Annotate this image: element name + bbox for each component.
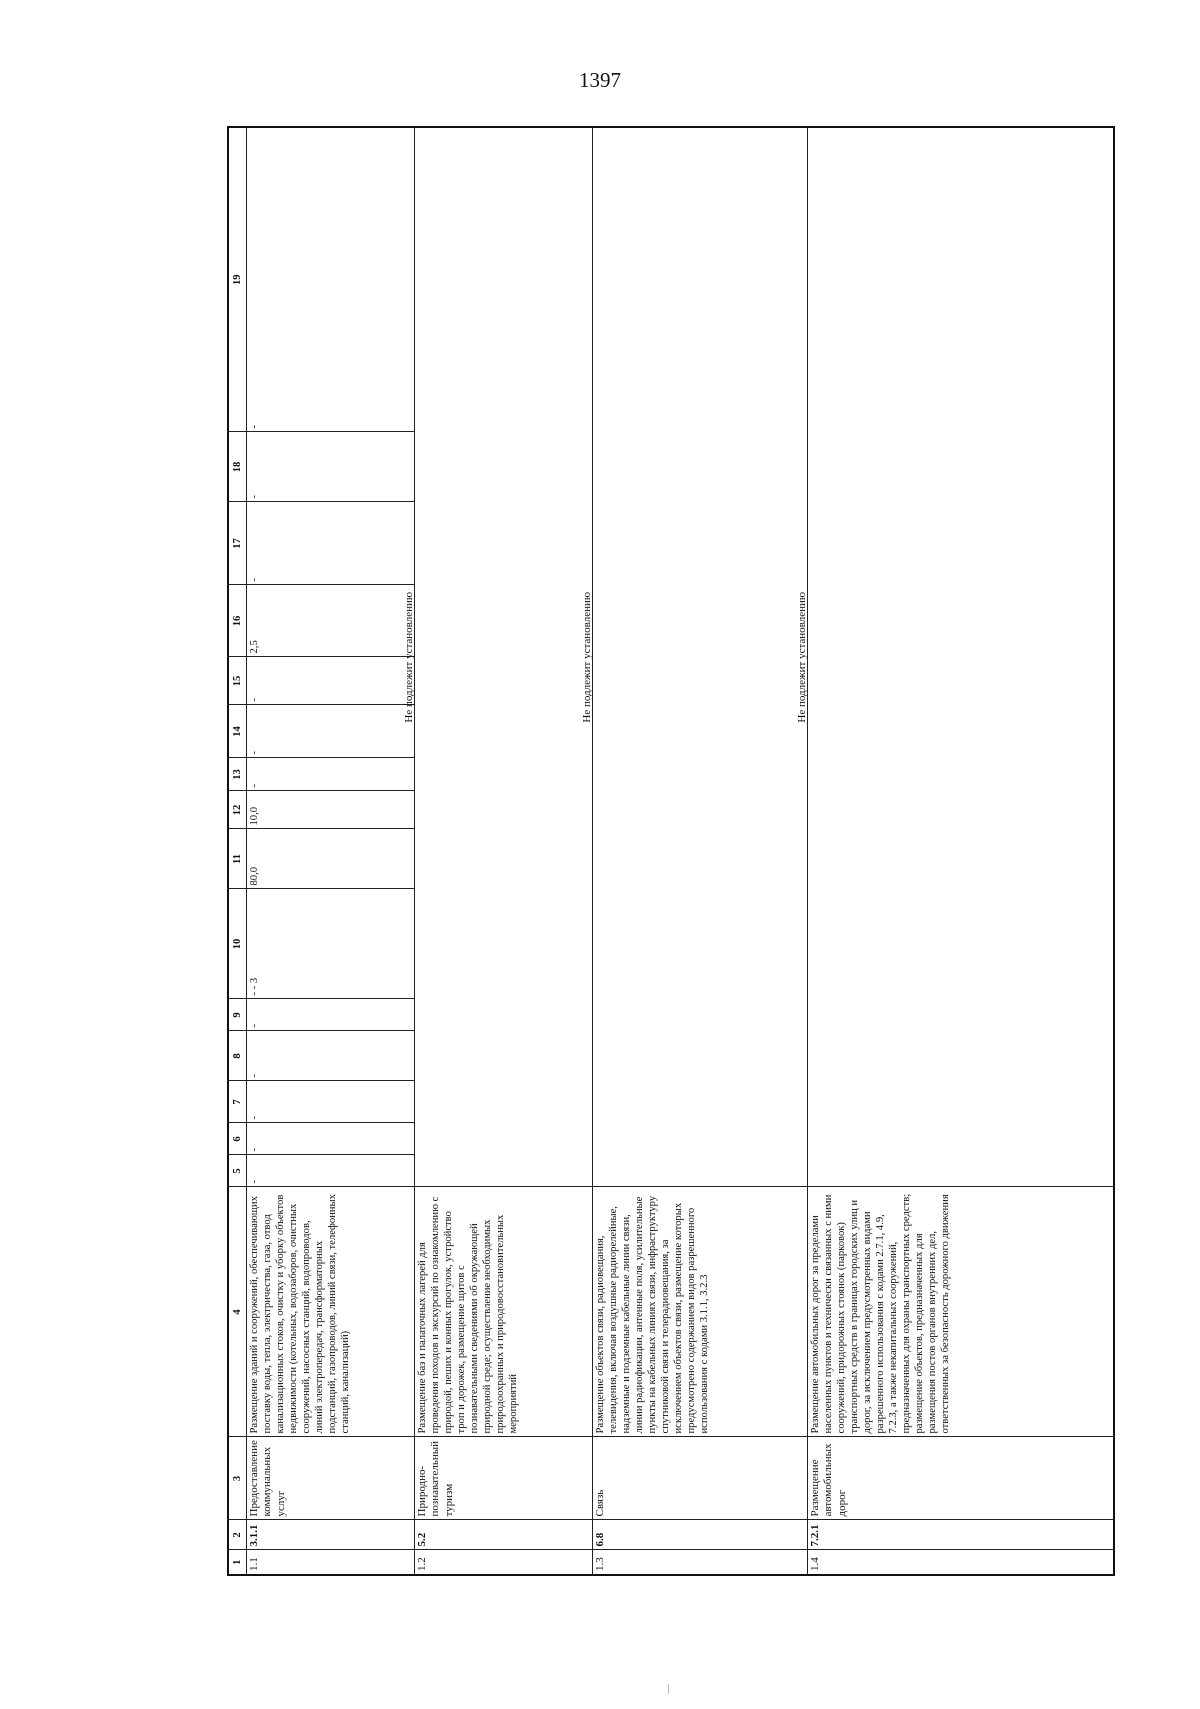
row-number: 1.1 xyxy=(246,1550,414,1575)
header-cell: 12 xyxy=(228,791,246,829)
header-cell: 15 xyxy=(228,657,246,705)
header-cell: 13 xyxy=(228,758,246,791)
header-cell: 2 xyxy=(228,1520,246,1550)
row-number: 1.2 xyxy=(414,1550,592,1575)
page-number: 1397 xyxy=(579,68,621,92)
use-name: Связь xyxy=(592,1437,807,1520)
param-cell: - - 3 xyxy=(246,889,414,999)
use-name: Природно-познавательный туризм xyxy=(414,1437,592,1520)
param-cell: - xyxy=(246,432,414,502)
header-cell: 6 xyxy=(228,1123,246,1155)
param-cell: - xyxy=(246,1031,414,1081)
header-cell: 3 xyxy=(228,1437,246,1520)
rotated-table-container xyxy=(227,128,1115,1576)
param-cell: - xyxy=(246,1123,414,1155)
param-cell: - xyxy=(246,758,414,791)
header-cell: 18 xyxy=(228,432,246,502)
header-cell: 1 xyxy=(228,1550,246,1575)
header-cell: 10 xyxy=(228,889,246,999)
param-cell: 80,0 xyxy=(246,829,414,889)
header-cell: 16 xyxy=(228,585,246,657)
use-code: 5.2 xyxy=(414,1520,592,1550)
param-cell: - xyxy=(246,127,414,432)
param-cell: - xyxy=(246,502,414,585)
header-cell: 17 xyxy=(228,502,246,585)
land-use-regulations-table xyxy=(227,126,1115,1576)
params-merged-note xyxy=(795,127,1114,1187)
scan-artifact xyxy=(668,1684,669,1694)
table-row xyxy=(807,127,1114,1575)
params-merged-note xyxy=(402,127,592,1187)
header-cell: 8 xyxy=(228,1031,246,1081)
use-name: Размещение автомобильных дорог xyxy=(807,1437,1114,1520)
params-merged-note xyxy=(580,127,807,1187)
use-name: Предоставление коммунальных услуг xyxy=(246,1437,414,1520)
header-cell: 5 xyxy=(228,1155,246,1187)
row-number: 1.4 xyxy=(807,1550,1114,1575)
header-cell: 11 xyxy=(228,829,246,889)
table-row xyxy=(592,127,807,1575)
use-description: Размещение автомобильных дорог за пределами населенных пунктов и технически связанных с ними сооружений, придорожных стоянок (парковок) транспортных средств в границах городских улиц и дорог, за исключением предусмотренных видами разрешенного использования с кодами 2.7.1, 4.9, 7.2.3, а также некапитальных сооружений, предназначенных для охраны транспортных средств; размещение объектов, предназначенных для размещения постов органов внутренних дел, ответственных за безопасность дорожного движения xyxy=(807,1187,1114,1437)
use-description: Размещение объектов связи, радиовещания, телевидения, включая воздушные радиорелейные, надземные и подземные кабельные линии связи, линии радиофикации, антенные поля, усилительные пункты на кабельных линиях связи, инфраструктуру спутниковой связи и телерадиовещания, за исключением объектов связи, размещение которых предусмотрено содержанием видов разрешенного использования с кодами 3.1.1, 3.2.3 xyxy=(592,1187,807,1437)
param-cell: 10,0 xyxy=(246,791,414,829)
merged-note-text: Не подлежит установлению xyxy=(580,591,593,723)
header-cell: 19 xyxy=(228,127,246,432)
row-number: 1.3 xyxy=(592,1550,807,1575)
use-code: 6.8 xyxy=(592,1520,807,1550)
header-cell: 7 xyxy=(228,1081,246,1123)
param-cell: - xyxy=(246,1155,414,1187)
header-row xyxy=(228,127,246,1575)
param-cell: - xyxy=(246,1081,414,1123)
header-cell: 9 xyxy=(228,999,246,1031)
use-code: 7.2.1 xyxy=(807,1520,1114,1550)
param-cell: - xyxy=(246,657,414,705)
table-row xyxy=(246,127,414,1575)
header-cell: 14 xyxy=(228,705,246,758)
param-cell: - xyxy=(246,999,414,1031)
merged-note-text: Не подлежит установлению xyxy=(795,591,808,723)
header-cell: 4 xyxy=(228,1187,246,1437)
use-code: 3.1.1 xyxy=(246,1520,414,1550)
param-cell: - xyxy=(246,705,414,758)
param-cell: 2,5 xyxy=(246,585,414,657)
merged-note-text: Не подлежит установлению xyxy=(402,591,415,723)
use-description: Размещение зданий и сооружений, обеспечивающих поставку воды, тепла, электричества, газа, отвод канализационных стоков, очистку и уборку объектов недвижимости (котельных, водозаборов, очистных сооружений, насосных станций, водопроводов, линий электропередач, трансформаторных подстанций, газопроводов, линий связи, телефонных станций, канализаций) xyxy=(246,1187,414,1437)
use-description: Размещение баз и палаточных лагерей для проведения походов и экскурсий по ознакомлению с природой, пеших и конных прогулок, устройство троп и дорожек, размещение щитов с познавательными сведениями об окружающей природной среде; осуществление необходимых природоохранных и природовосстановительных мероприятий xyxy=(414,1187,592,1437)
table-row xyxy=(414,127,592,1575)
